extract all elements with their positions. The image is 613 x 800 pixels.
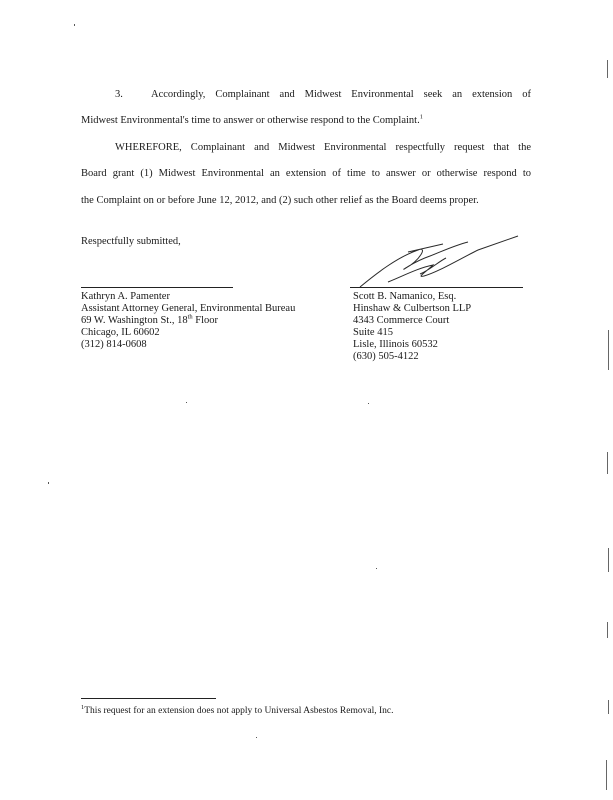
paragraph-number: 3.: [115, 89, 123, 100]
footnote-text: This request for an extension does not apply to Universal Asbestos Removal, Inc.: [84, 706, 394, 716]
scan-speck: [74, 24, 75, 26]
right-signer-block: [353, 291, 471, 363]
scan-speck: [376, 568, 377, 569]
scan-speck: [368, 403, 369, 404]
footnote-marker: 1: [81, 703, 85, 711]
scan-edge-mark: [608, 700, 609, 714]
paragraph-3-line-2: [81, 108, 531, 134]
left-signer-city: Chicago, IL 60602: [81, 327, 160, 338]
closing-text: Respectfully submitted,: [81, 236, 181, 247]
right-signer-name: Scott B. Namanico, Esq.: [353, 291, 457, 302]
paragraph-3-line-1: [81, 82, 531, 108]
footnote-reference: 1: [419, 113, 423, 121]
footnote-separator: [81, 698, 216, 699]
left-address-floor: Floor: [192, 315, 219, 326]
left-signer-block: [81, 291, 295, 351]
scan-edge-mark: [608, 330, 609, 370]
left-signer-name: Kathryn A. Pamenter: [81, 291, 170, 302]
wherefore-line-2: [81, 161, 531, 187]
wherefore-text-1: WHEREFORE, Complainant and Midwest Environmental respectfully request that the: [115, 142, 531, 153]
scan-edge-mark: [607, 622, 608, 638]
left-address-ordinal: th: [187, 313, 193, 321]
handwritten-signature: [358, 232, 528, 292]
left-signer-title: Assistant Attorney General, Environmental Bureau: [81, 303, 296, 314]
wherefore-line-3: [81, 188, 531, 214]
wherefore-text-3: the Complaint on or before June 12, 2012, and (2) such other relief as the Board deems proper.: [81, 195, 479, 206]
scan-speck: [256, 737, 257, 738]
scan-edge-mark: [607, 452, 608, 474]
wherefore-line-1: [81, 135, 531, 161]
left-address-street: 69 W. Washington St., 18: [81, 315, 188, 326]
right-signer-address: 4343 Commerce Court: [353, 315, 450, 326]
right-signer-phone: (630) 505-4122: [353, 351, 419, 362]
left-signer-phone: (312) 814-0608: [81, 339, 147, 350]
wherefore-text-2: Board grant (1) Midwest Environmental an extension of time to answer or otherwise respond to: [81, 168, 531, 179]
right-signer-suite: Suite 415: [353, 327, 393, 338]
paragraph-3-text-1: Accordingly, Complainant and Midwest Environmental seek an extension of: [151, 89, 531, 100]
scan-speck: [48, 482, 49, 484]
left-signer-address: [81, 315, 295, 327]
scan-edge-mark: [607, 60, 608, 78]
right-signer-firm: Hinshaw & Culbertson LLP: [353, 303, 472, 314]
right-signer-city: Lisle, Illinois 60532: [353, 339, 438, 350]
paragraph-3-text-2: Midwest Environmental's time to answer or otherwise respond to the Complaint.: [81, 115, 420, 126]
scan-speck: [186, 402, 187, 403]
left-signature-line: [81, 287, 233, 288]
scan-edge-mark: [606, 760, 607, 790]
scan-edge-mark: [608, 548, 609, 572]
footnote: [81, 703, 394, 716]
